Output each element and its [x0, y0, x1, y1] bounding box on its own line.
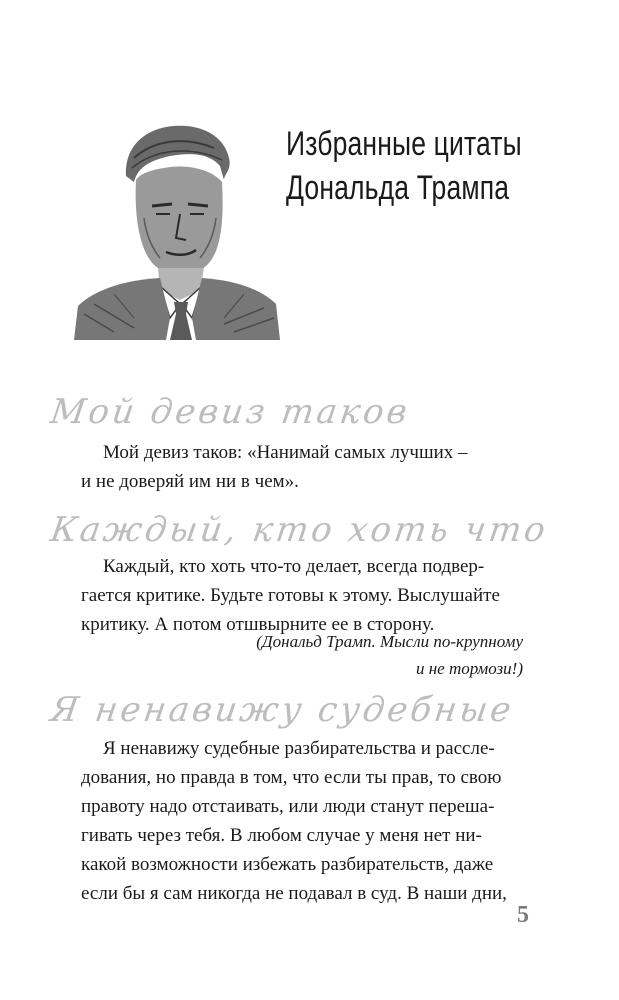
quote-3-line-2: дования, но правда в том, что если ты прав, то свою: [81, 767, 502, 788]
quote-3-text: [81, 734, 523, 908]
quote-2-text: [81, 552, 523, 639]
quote-3-line-5: какой возможности избежать разбирательств, даже: [81, 854, 494, 875]
source-line-1: (Дональд Трамп. Мысли по-крупному: [256, 632, 523, 651]
quote-2-line-3: критику. А потом отшвырните ее в сторону.: [81, 614, 435, 635]
quote-3-line-6: если бы я сам никогда не подавал в суд. В наши дни,: [81, 883, 507, 904]
quote-2-line-2: гается критике. Будьте готовы к этому. Выслушайте: [81, 585, 500, 606]
quote-3-line-4: гивать через тебя. В любом случае у меня нет ни-: [81, 825, 482, 846]
quote-3-line-3: правоту надо отстаивать, или люди станут переша-: [81, 796, 495, 817]
quote-2-source: [103, 628, 523, 682]
quote-1-line-2: и не доверяй им ни в чем».: [81, 471, 299, 492]
quote-1-text: [81, 438, 523, 496]
page-number: 5: [517, 902, 529, 928]
script-heading-1: Мой девиз таков: [48, 392, 413, 432]
script-heading-2: Каждый, кто хоть что: [48, 510, 551, 550]
portrait-illustration: [74, 118, 280, 340]
quote-2-line-1: Каждый, кто хоть что-то делает, всегда подвер-: [103, 556, 485, 577]
source-line-2: и не тормози!): [416, 659, 523, 678]
title-line-2: Дональда Трампа: [286, 169, 510, 207]
quote-1-line-1: Мой девиз таков: «Нанимай самых лучших –: [103, 442, 468, 463]
script-heading-3: Я ненавижу судебные: [48, 690, 517, 730]
quote-3-line-1: Я ненавижу судебные разбирательства и рассле-: [103, 738, 495, 759]
page-title: [286, 122, 586, 210]
title-line-1: Избранные цитаты: [286, 125, 522, 163]
